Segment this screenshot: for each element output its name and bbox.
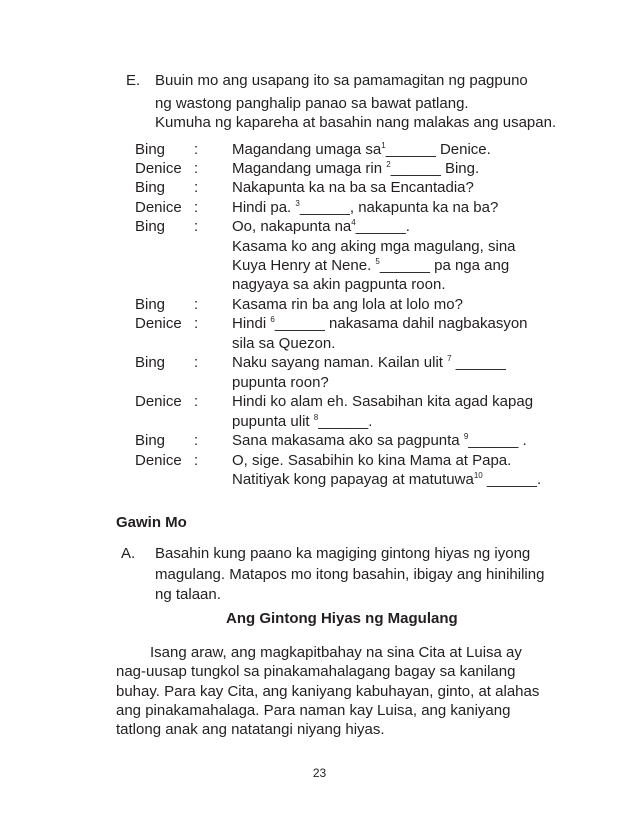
- dialogue-text: ______ .: [468, 432, 527, 449]
- dialogue-line: [232, 179, 474, 197]
- dialogue-line: [232, 199, 498, 217]
- section-e-letter: E.: [126, 72, 141, 89]
- blank-number: 5: [375, 257, 380, 266]
- dialogue-text: ______ nakasama dahil nagbakasyon: [274, 315, 528, 332]
- dialogue-text: ______ Bing.: [390, 160, 480, 177]
- dialogue-line: [232, 354, 506, 372]
- blank-number: 9: [463, 432, 469, 441]
- gawin-mo-heading: Gawin Mo: [116, 514, 187, 531]
- blank-number: 7: [447, 354, 452, 363]
- dialogue-text: Nakapunta ka na ba sa Encantadia?: [232, 179, 474, 196]
- gawin-mo-instruction-line: magulang. Matapos mo itong basahin, ibigay ang hinihiling: [155, 566, 545, 583]
- story-line: buhay. Para kay Cita, ang kaniyang kabuhayan, ginto, at alahas: [116, 683, 540, 700]
- speaker-name: Denice: [135, 199, 182, 216]
- speaker-name: Bing: [135, 354, 166, 371]
- blank-number: 8: [313, 413, 319, 422]
- dialogue-text: ______ pa nga ang: [379, 257, 510, 274]
- dialogue-text: Kasama ko ang aking mga magulang, sina: [232, 238, 516, 255]
- dialogue-text: Oo, nakapunta na: [232, 218, 352, 235]
- dialogue-line: [232, 218, 410, 236]
- speaker-name: Bing: [135, 141, 166, 158]
- blank-number: 10: [473, 471, 483, 480]
- dialogue-line: [232, 413, 372, 431]
- section-e-instruction-line: ng wastong panghalip panao sa bawat patlang.: [155, 95, 469, 112]
- speaker-colon: :: [194, 160, 199, 177]
- dialogue-line: [232, 374, 329, 392]
- dialogue-text: ______, nakapunta ka na ba?: [299, 199, 499, 216]
- speaker-name: Denice: [135, 160, 182, 177]
- dialogue-text: Hindi pa.: [232, 199, 296, 216]
- dialogue-text: Naku sayang naman. Kailan ulit: [232, 354, 448, 371]
- speaker-colon: :: [194, 354, 199, 371]
- speaker-colon: :: [194, 432, 199, 449]
- gawin-mo-instruction-line: ng talaan.: [155, 586, 221, 603]
- speaker-name: Denice: [135, 393, 182, 410]
- dialogue-text: sila sa Quezon.: [232, 335, 336, 352]
- speaker-name: Bing: [135, 179, 166, 196]
- speaker-name: Bing: [135, 296, 166, 313]
- dialogue-line: [232, 335, 335, 353]
- speaker-colon: :: [194, 179, 199, 196]
- dialogue-text: nagyaya sa akin pagpunta roon.: [232, 276, 446, 293]
- dialogue-line: [232, 296, 463, 314]
- dialogue-text: ______: [451, 354, 506, 371]
- speaker-name: Denice: [135, 452, 182, 469]
- story-title: Ang Gintong Hiyas ng Magulang: [226, 610, 458, 627]
- section-e-instruction-line: Buuin mo ang usapang ito sa pamamagitan ng pagpuno: [155, 72, 528, 89]
- dialogue-line: [232, 257, 509, 275]
- dialogue-line: [232, 141, 491, 159]
- dialogue-line: [232, 160, 479, 178]
- dialogue-line: [232, 471, 541, 489]
- dialogue-line: [232, 432, 527, 450]
- speaker-colon: :: [194, 218, 199, 235]
- dialogue-text: Kasama rin ba ang lola at lolo mo?: [232, 296, 463, 313]
- dialogue-text: ______.: [355, 218, 410, 235]
- speaker-colon: :: [194, 452, 199, 469]
- dialogue-text: Kuya Henry at Nene.: [232, 257, 376, 274]
- speaker-colon: :: [194, 296, 199, 313]
- dialogue-line: [232, 452, 511, 470]
- dialogue-text: pupunta roon?: [232, 374, 329, 391]
- page-number: 23: [312, 766, 327, 780]
- speaker-colon: :: [194, 141, 199, 158]
- speaker-colon: :: [194, 393, 199, 410]
- dialogue-line: [232, 315, 528, 333]
- dialogue-text: pupunta ulit: [232, 413, 314, 430]
- dialogue-text: Hindi: [232, 315, 271, 332]
- blank-number: 3: [295, 199, 300, 208]
- speaker-name: Bing: [135, 432, 166, 449]
- story-line: tatlong anak ang natatangi niyang hiyas.: [116, 721, 385, 738]
- dialogue-text: Magandang umaga rin: [232, 160, 387, 177]
- blank-number: 6: [270, 315, 275, 324]
- speaker-colon: :: [194, 315, 199, 332]
- story-line: nag-uusap tungkol sa pinakamahalagang bagay sa kanilang: [116, 663, 516, 680]
- dialogue-line: [232, 238, 516, 256]
- dialogue-text: Magandang umaga sa: [232, 141, 382, 158]
- blank-number: 4: [351, 218, 356, 227]
- story-line: ang pinakamahalaga. Para naman kay Luisa, ang kaniyang: [116, 702, 511, 719]
- dialogue-text: Sana makasama ako sa pagpunta: [232, 432, 464, 449]
- gawin-mo-letter: A.: [121, 545, 136, 562]
- dialogue-line: [232, 276, 446, 294]
- story-line: Isang araw, ang magkapitbahay na sina Cita at Luisa ay: [150, 644, 522, 661]
- dialogue-text: O, sige. Sasabihin ko kina Mama at Papa.: [232, 452, 512, 469]
- speaker-name: Bing: [135, 218, 166, 235]
- dialogue-line: [232, 393, 533, 411]
- dialogue-text: ______ Denice.: [385, 141, 491, 158]
- gawin-mo-instruction-line: Basahin kung paano ka magiging gintong hiyas ng iyong: [155, 545, 531, 562]
- speaker-colon: :: [194, 199, 199, 216]
- blank-number: 1: [381, 141, 386, 150]
- speaker-name: Denice: [135, 315, 182, 332]
- blank-number: 2: [386, 160, 391, 169]
- dialogue-text: Natitiyak kong papayag at matutuwa: [232, 471, 474, 488]
- dialogue-text: ______.: [318, 413, 373, 430]
- section-e-instruction-line: Kumuha ng kapareha at basahin nang malakas ang usapan.: [155, 114, 557, 131]
- dialogue-text: Hindi ko alam eh. Sasabihan kita agad kapag: [232, 393, 534, 410]
- dialogue-text: ______.: [482, 471, 542, 488]
